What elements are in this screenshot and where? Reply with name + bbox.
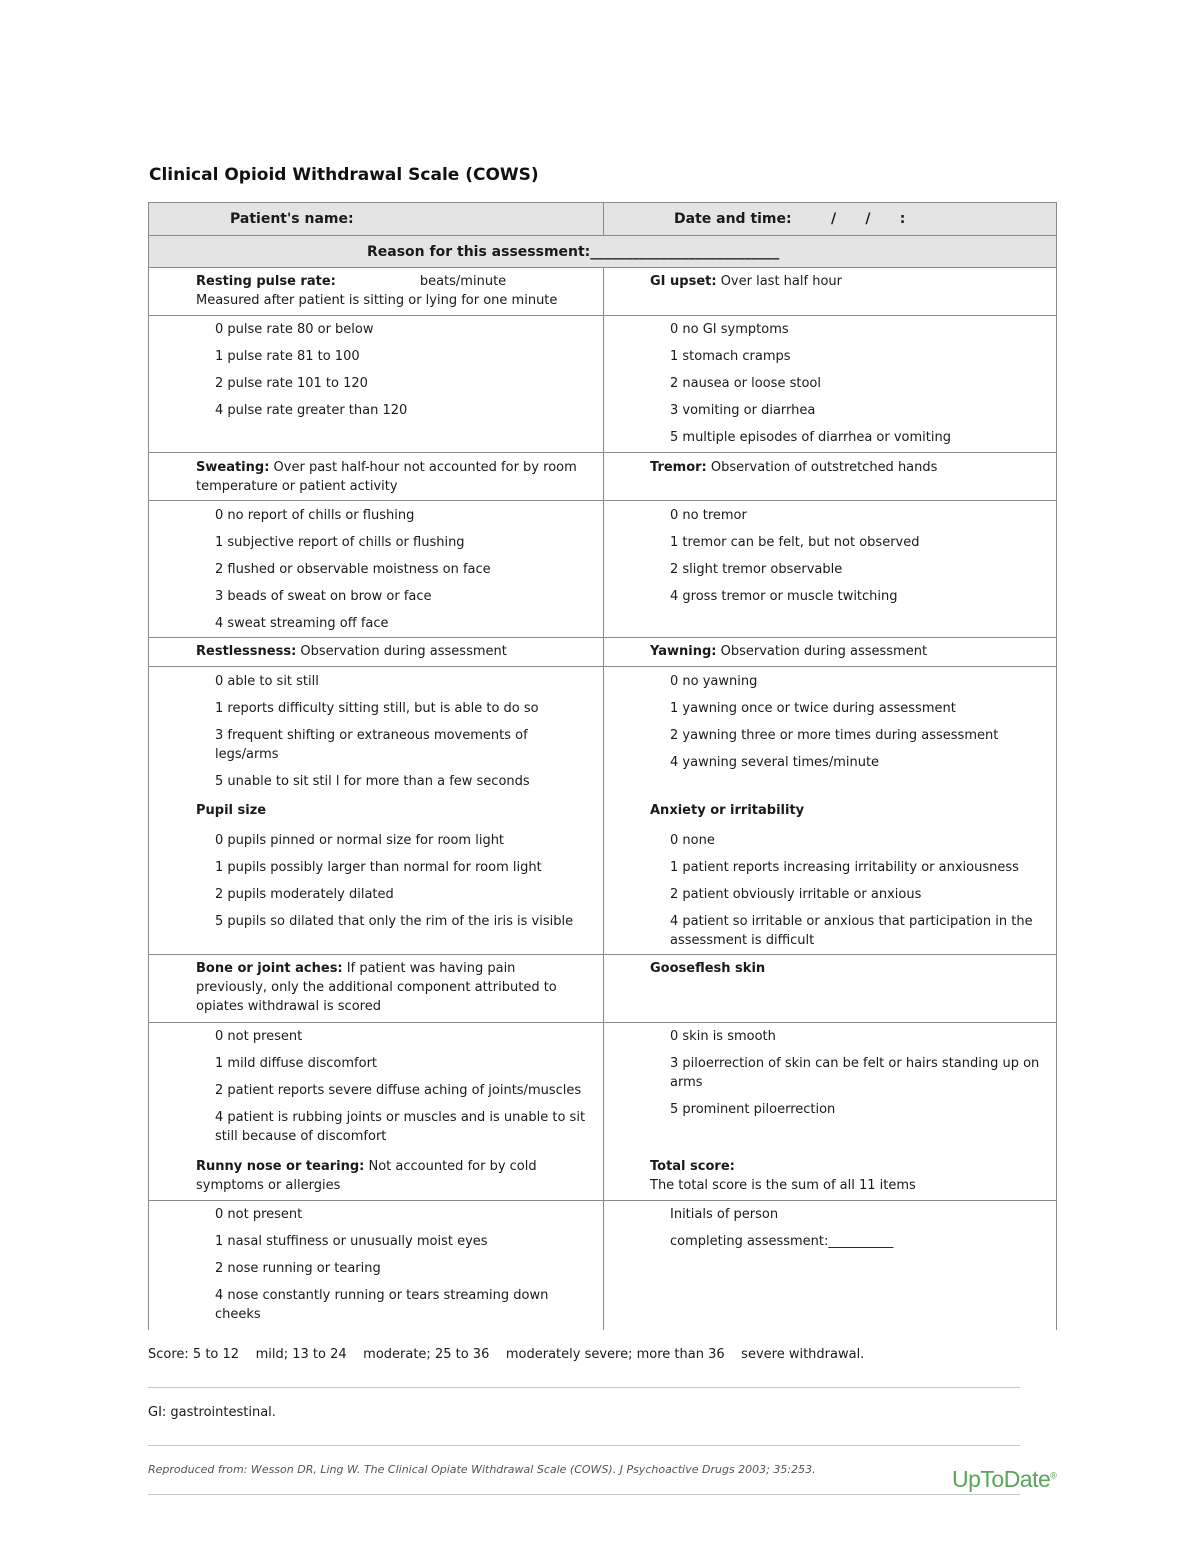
sweating-note: Over past half-hour not accounted for by room temperature or patient activity [196, 460, 577, 494]
list-item: 1 nasal stuffiness or unusually moist eyes [215, 1234, 488, 1249]
tremor-note: Observation of outstretched hands [710, 460, 938, 475]
sweating-items [215, 506, 595, 641]
list-item: 0 no GI symptoms [670, 322, 789, 337]
tremor-label: Tremor: [650, 460, 707, 475]
total-note: The total score is the sum of all 11 items [650, 1178, 916, 1193]
list-item: 0 skin is smooth [670, 1029, 776, 1044]
list-item: 0 no report of chills or flushing [215, 508, 415, 523]
list-item: 2 patient obviously irritable or anxious [670, 887, 922, 902]
list-item: 4 patient is rubbing joints or muscles and is unable to sit still because of discomfort [215, 1110, 586, 1144]
runny-section [196, 1157, 576, 1195]
initials-line-1: Initials of person [670, 1207, 779, 1222]
yawning-items [670, 672, 1050, 780]
date-time-label: Date and time: [674, 211, 792, 227]
date-time-separators: / / : [831, 211, 906, 227]
list-item: 1 reports difficulty sitting still, but is able to do so [215, 701, 539, 716]
patient-name-label: Patient's name: [230, 211, 354, 227]
list-item: 3 piloerrection of skin can be felt or hairs standing up on arms [670, 1056, 1040, 1090]
list-item: 1 patient reports increasing irritability or anxiousness [670, 860, 1019, 875]
list-item: 1 pulse rate 81 to 100 [215, 349, 360, 364]
list-item: 0 not present [215, 1029, 303, 1044]
list-item: 3 beads of sweat on brow or face [215, 589, 432, 604]
gi-items [670, 320, 1050, 455]
list-item: 4 sweat streaming off face [215, 616, 389, 631]
restlessness-section [196, 642, 596, 661]
divider [148, 1387, 1020, 1388]
list-item: 4 gross tremor or muscle twitching [670, 589, 898, 604]
abbreviation-note: GI: gastrointestinal. [148, 1405, 276, 1420]
list-item: 4 yawning several times/minute [670, 755, 880, 770]
bone-section [196, 959, 576, 1016]
list-item: 0 none [670, 833, 715, 848]
total-section [650, 1157, 1050, 1195]
list-item: 0 pupils pinned or normal size for room light [215, 833, 505, 848]
initials-line-2[interactable]: completing assessment:__________ [670, 1234, 894, 1249]
pulse-items [215, 320, 595, 428]
gi-label: GI upset: [650, 274, 717, 289]
pupil-label: Pupil size [196, 803, 267, 818]
bone-label: Bone or joint aches: [196, 961, 343, 976]
list-item: 2 pulse rate 101 to 120 [215, 376, 368, 391]
list-item: 5 pupils so dilated that only the rim of the iris is visible [215, 914, 574, 929]
bone-note: If patient was having pain previously, only the additional component attributed to opiates withdrawal is scored [196, 961, 557, 1014]
cows-table [148, 202, 1057, 1330]
list-item: 0 not present [215, 1207, 303, 1222]
list-item: 1 tremor can be felt, but not observed [670, 535, 920, 550]
list-item: 5 prominent piloerrection [670, 1102, 836, 1117]
restlessness-note: Observation during assessment [300, 644, 507, 659]
list-item: 1 mild diffuse discomfort [215, 1056, 378, 1071]
reason-label: Reason for this assessment:___________________________ [367, 243, 780, 260]
yawning-note: Observation during assessment [720, 644, 928, 659]
restlessness-label: Restlessness: [196, 644, 297, 659]
list-item: 4 nose constantly running or tears streaming down cheeks [215, 1288, 549, 1322]
list-item: 1 stomach cramps [670, 349, 791, 364]
header-row [149, 202, 1056, 236]
reference-citation: Reproduced from: Wesson DR, Ling W. The Clinical Opiate Withdrawal Scale (COWS). J Psychoactive Drugs 2003; 35:253. [148, 1463, 816, 1476]
initials-block [670, 1205, 1050, 1259]
reason-row [149, 235, 1056, 268]
sweating-label: Sweating: [196, 460, 270, 475]
runny-label: Runny nose or tearing: [196, 1159, 365, 1174]
list-item: 4 patient so irritable or anxious that participation in the assessment is difficult [670, 914, 1033, 948]
list-item: 4 pulse rate greater than 120 [215, 403, 408, 418]
uptodate-logo: UpToDate® [952, 1466, 1057, 1492]
list-item: 2 patient reports severe diffuse aching of joints/muscles [215, 1083, 582, 1098]
list-item: 2 nausea or loose stool [670, 376, 821, 391]
list-item: 2 slight tremor observable [670, 562, 843, 577]
page-title: Clinical Opioid Withdrawal Scale (COWS) [149, 165, 539, 185]
bone-items [215, 1027, 599, 1154]
gooseflesh-label: Gooseflesh skin [650, 961, 766, 976]
gooseflesh-items [670, 1027, 1054, 1127]
list-item: 2 nose running or tearing [215, 1261, 381, 1276]
score-legend: Score: 5 to 12 mild; 13 to 24 moderate; 25 to 36 moderately severe; more than 36 severe withdrawal. [148, 1347, 865, 1362]
list-item: 1 subjective report of chills or flushing [215, 535, 465, 550]
list-item: 0 no yawning [670, 674, 758, 689]
list-item: 2 flushed or observable moistness on face [215, 562, 491, 577]
anxiety-items [670, 831, 1050, 958]
list-item: 0 able to sit still [215, 674, 319, 689]
list-item: 2 yawning three or more times during assessment [670, 728, 999, 743]
total-label: Total score: [650, 1159, 735, 1174]
list-item: 0 pulse rate 80 or below [215, 322, 374, 337]
gi-note: Over last half hour [720, 274, 842, 289]
anxiety-label: Anxiety or irritability [650, 803, 805, 818]
gi-section [650, 272, 1050, 291]
list-item: 5 unable to sit stil l for more than a few seconds [215, 774, 530, 789]
divider [148, 1494, 1020, 1495]
list-item: 3 vomiting or diarrhea [670, 403, 816, 418]
pupil-section [196, 801, 596, 820]
pulse-section [196, 272, 596, 310]
tremor-items [670, 506, 1050, 614]
runny-note: Not accounted for by cold symptoms or allergies [196, 1159, 537, 1193]
tremor-section [650, 458, 1050, 477]
divider [148, 1445, 1020, 1446]
list-item: 0 no tremor [670, 508, 747, 523]
runny-items [215, 1205, 575, 1332]
list-item: 5 multiple episodes of diarrhea or vomiting [670, 430, 951, 445]
gooseflesh-section [650, 959, 1050, 978]
yawning-section [650, 642, 1050, 661]
list-item: 2 pupils moderately dilated [215, 887, 394, 902]
list-item: 1 pupils possibly larger than normal for room light [215, 860, 542, 875]
yawning-label: Yawning: [650, 644, 717, 659]
pulse-unit: beats/minute [419, 274, 507, 289]
pulse-label: Resting pulse rate: [196, 274, 336, 289]
list-item: 1 yawning once or twice during assessment [670, 701, 956, 716]
sweating-section [196, 458, 596, 496]
anxiety-section [650, 801, 1050, 820]
list-item: 3 frequent shifting or extraneous movements of legs/arms [215, 728, 528, 762]
pulse-note: Measured after patient is sitting or lying for one minute [196, 293, 558, 308]
restlessness-items [215, 672, 555, 799]
pupil-items [215, 831, 595, 939]
